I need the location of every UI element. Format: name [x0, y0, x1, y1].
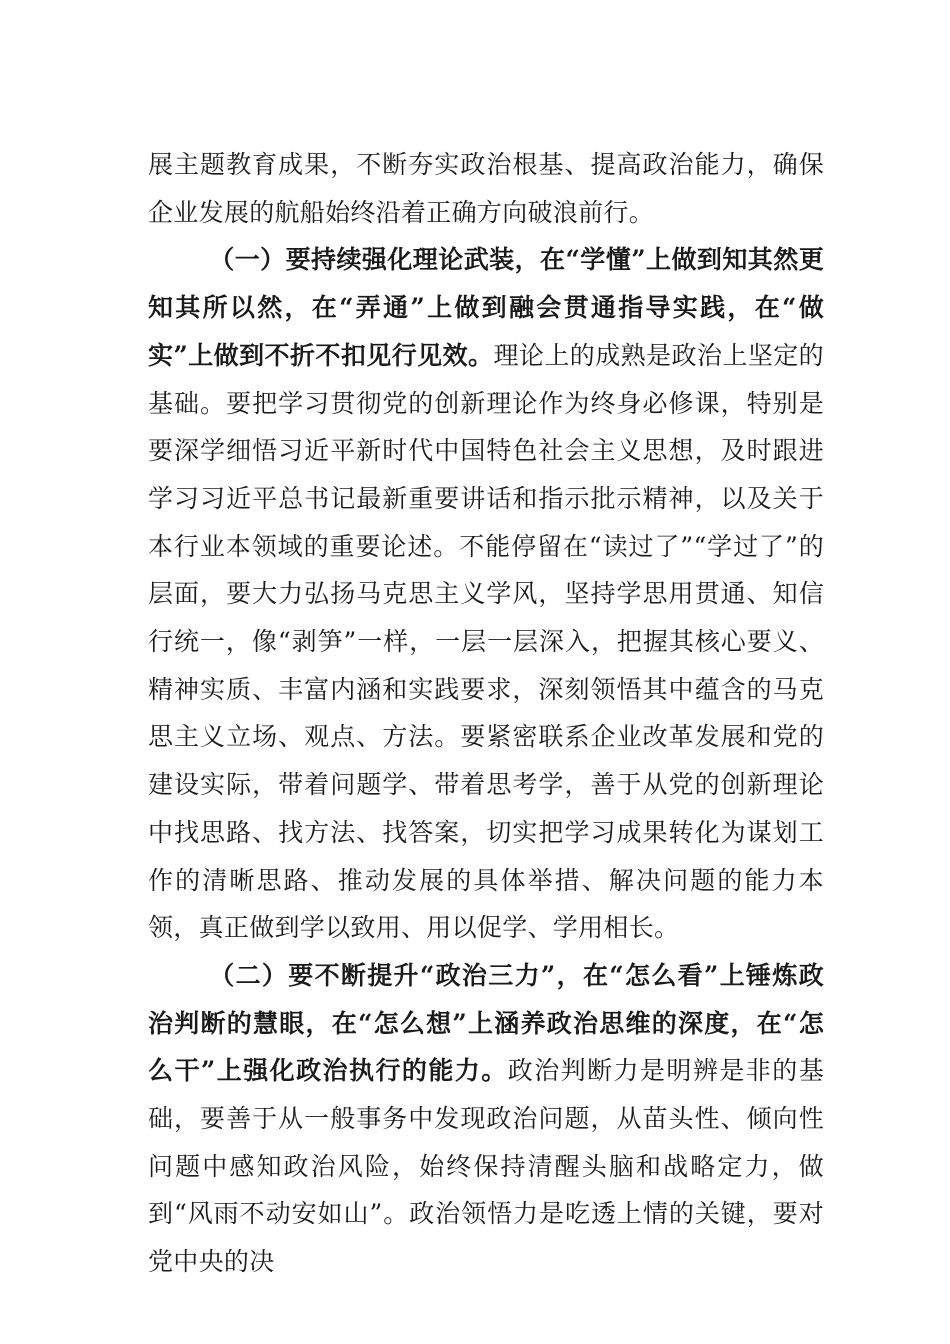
section-2-heading: （二）要不断提升“政治三力”，在“怎么看”上锤炼政治判断的慧眼，在“怎么想”上涵养政治思维的深度，在“怎么干”上强化政治执行的能力。	[148, 960, 824, 1086]
section-1-text: 理论上的成熟是政治上坚定的基础。要把学习贯彻党的创新理论作为终身必修课，特别是要深学细悟习近平新时代中国特色社会主义思想，及时跟进学习习近平总书记最新重要讲话和指示批示精神，以及关于本行业本领域的重要论述。不能停留在“读过了”“学过了”的层面，要大力弘扬马克思主义学风，坚持学思用贯通、知信行统一，像“剥笋”一样，一层一层深入，把握其核心要义、精神实质、丰富内涵和实践要求，深刻领悟其中蕴含的马克思主义立场、观点、方法。要紧密联系企业改革发展和党的建设实际，带着问题学、带着思考学，善于从党的创新理论中找思路、找方法、找答案，切实把学习成果转化为谋划工作的清晰思路、推动发展的具体举措、解决问题的能力本领，真正做到学以致用、用以促学、学用相长。	[148, 340, 824, 943]
paragraph-section-1	[148, 236, 824, 952]
paragraph-text: 展主题教育成果，不断夯实政治根基、提高政治能力，确保企业发展的航船始终沿着正确方向破浪前行。	[148, 150, 824, 227]
paragraph-section-2	[148, 952, 824, 1286]
paragraph-continuation	[148, 141, 824, 236]
section-2-text: 政治判断力是明辨是非的基础，要善于从一般事务中发现政治问题，从苗头性、倾向性问题中感知政治风险，始终保持清醒头脑和战略定力，做到“风雨不动安如山”。政治领悟力是吃透上情的关键，要对党中央的决	[148, 1056, 824, 1277]
section-1-heading: （一）要持续强化理论武装，在“学懂”上做到知其然更知其所以然，在“弄通”上做到融会贯通指导实践，在“做实”上做到不折不扣见行见效。	[148, 245, 824, 370]
document-body	[148, 141, 824, 1286]
